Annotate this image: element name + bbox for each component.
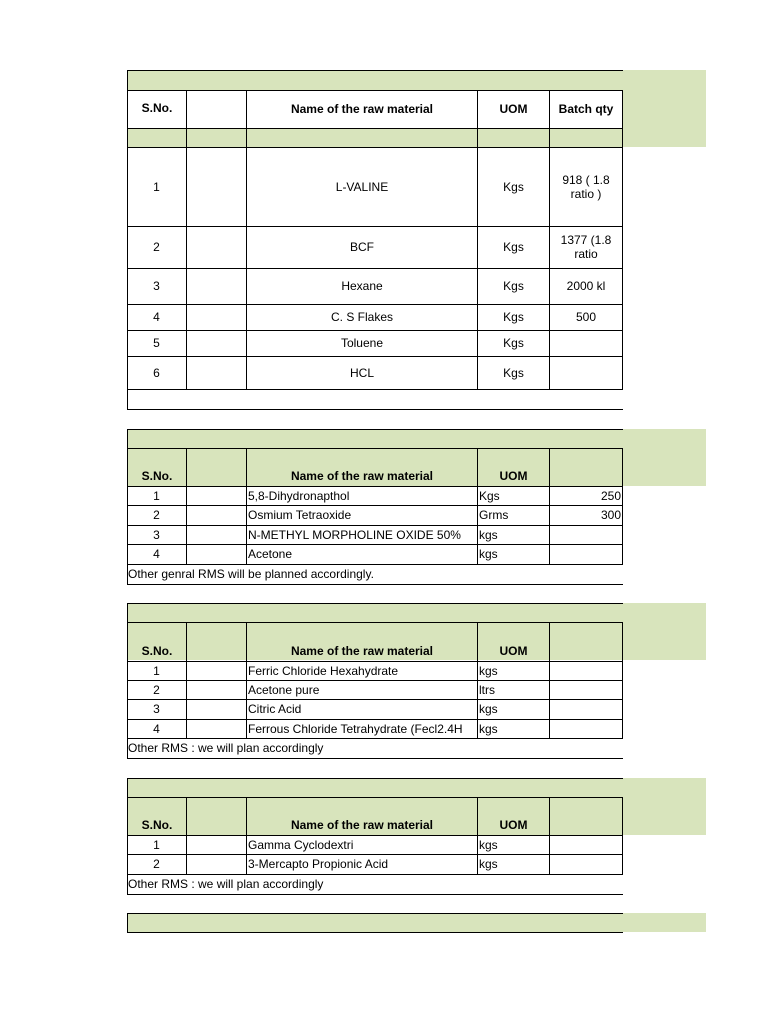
table-row: 2 Osmium Tetraoxide Grms 300 <box>127 505 623 525</box>
table-row: 1 L-VALINE Kgs 918 ( 1.8 ratio ) <box>127 147 623 226</box>
table-row: 2 BCF Kgs 1377 (1.8 ratio <box>127 226 623 268</box>
table-row: 4 Acetone kgs <box>127 544 623 564</box>
table-header <box>127 622 623 661</box>
sno-header: S.No. <box>127 448 187 486</box>
table-note <box>127 738 623 758</box>
uom-header: UOM <box>478 797 550 835</box>
sno-header: S.No. <box>127 797 187 835</box>
table1-green-side <box>623 90 706 147</box>
note-text: Other genral RMS will be planned accordingly. <box>128 567 374 581</box>
table-header <box>127 448 623 486</box>
raw-material-table-2 <box>127 429 623 584</box>
raw-material-table-1 <box>127 70 623 409</box>
table-row: 3 Hexane Kgs 2000 kl <box>127 268 623 304</box>
batch-qty-header: Batch qty <box>550 90 623 128</box>
name-header: Name of the raw material <box>247 622 478 661</box>
uom-header: UOM <box>478 448 550 486</box>
table-row: 1 5,8-Dihydronapthol Kgs 250 <box>127 486 623 505</box>
table-header <box>127 797 623 835</box>
table-row: 3 N-METHYL MORPHOLINE OXIDE 50% kgs <box>127 525 623 544</box>
table-row: 1 Gamma Cyclodextri kgs <box>127 835 623 854</box>
name-header: Name of the raw material <box>247 448 478 486</box>
table-note <box>127 874 623 894</box>
table-header <box>127 90 623 128</box>
raw-material-table-3 <box>127 603 623 758</box>
table-note <box>127 564 623 584</box>
raw-material-table-5 <box>127 913 623 932</box>
note-text: Other RMS : we will plan accordingly <box>128 877 324 891</box>
name-header: Name of the raw material <box>247 797 478 835</box>
note-text: Other RMS : we will plan accordingly <box>128 741 324 755</box>
table-row: 5 Toluene Kgs <box>127 330 623 356</box>
sno-header: S.No. <box>127 90 187 128</box>
table-row: 1 Ferric Chloride Hexahydrate kgs <box>127 661 623 680</box>
table-row: 4 C. S Flakes Kgs 500 <box>127 304 623 330</box>
table-row: 4 Ferrous Chloride Tetrahydrate (Fecl2.4H kgs <box>127 719 623 738</box>
sno-header: S.No. <box>127 622 187 661</box>
name-header: Name of the raw material <box>247 90 478 128</box>
uom-header: UOM <box>478 622 550 661</box>
raw-material-table-4 <box>127 778 623 894</box>
table-row: 3 Citric Acid kgs <box>127 699 623 719</box>
table-row: 6 HCL Kgs <box>127 356 623 389</box>
table-row: 2 3-Mercapto Propionic Acid kgs <box>127 854 623 874</box>
uom-header: UOM <box>478 90 550 128</box>
table-row: 2 Acetone pure ltrs <box>127 680 623 699</box>
